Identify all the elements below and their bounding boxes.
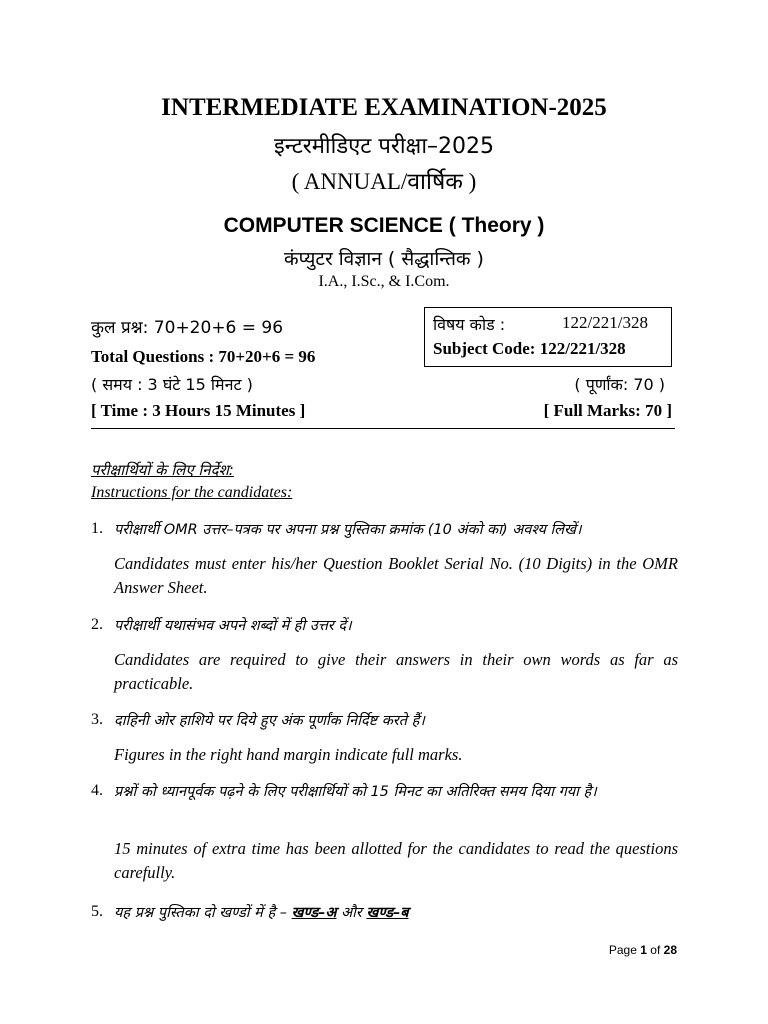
time-hindi: ( समय : 3 घंटे 15 मिनट ) [91,375,253,394]
instruction-english: Candidates must enter his/her Question Booklet Serial No. (10 Digits) in the OMR Answer Sheet. [114,554,678,597]
exam-title-hindi: इन्टरमीडिएट परीक्षा–2025 [273,134,495,159]
total-pages: 28 [663,943,677,957]
exam-title-english: INTERMEDIATE EXAMINATION-2025 [161,94,607,121]
header-divider [91,428,675,429]
instruction-hindi: परीक्षार्थी OMR उत्तर–पत्रक पर अपना प्रश्न पुस्तिका क्रमांक (10 अंको का) अवश्य लिखें। [114,522,582,538]
page-word: Page [608,943,637,957]
total-questions-english: Total Questions : 70+20+6 = 96 [91,347,316,366]
exam-session: ( ANNUAL/वार्षिक ) [291,169,477,194]
instruction-number: 5. [91,903,103,920]
instructions-heading-hindi: परीक्षार्थियों के लिए निर्देश: [91,461,234,479]
time-english: [ Time : 3 Hours 15 Minutes ] [91,401,306,420]
instruction-number: 3. [91,711,103,728]
subject-code-value-hindi: 122/221/328 [562,313,648,332]
instruction-english: Figures in the right hand margin indicate full marks. [114,745,463,764]
section-a-label: खण्ड–अ [291,905,337,921]
streams-line: I.A., I.Sc., & I.Com. [318,273,450,290]
subject-code-label-hindi: विषय कोड : [433,315,506,334]
instruction-english: Candidates are required to give their answers in their own words as far as practicable. [114,650,678,693]
current-page: 1 [640,943,647,957]
instruction-english: 15 minutes of extra time has been allotted for the candidates to read the questions carefully. [114,839,678,882]
instruction-hindi: प्रश्नों को ध्यानपूर्वक पढ़ने के लिए परीक्षार्थियों को 15 मिनट का अतिरिक्त समय दिया गया है। [114,784,597,800]
full-marks-english: [ Full Marks: 70 ] [543,401,672,420]
page-number [609,943,677,957]
subject-code-hindi [433,313,648,335]
instruction-hindi: परीक्षार्थी यथासंभव अपने शब्दों में ही उत्तर दें। [114,618,352,634]
instructions-heading-english: Instructions for the candidates: [91,484,293,501]
total-questions-hindi: कुल प्रश्न: 70+20+6 = 96 [91,318,284,338]
subject-code-english: Subject Code: 122/221/328 [433,339,626,358]
subject-code-box [424,307,672,367]
subject-title-english: COMPUTER SCIENCE ( Theory ) [223,214,545,237]
booklet-sections-text: यह प्रश्न पुस्तिका दो खण्डों में है – [114,905,288,921]
section-b-label: खण्ड–ब [366,905,409,921]
of-word: of [650,943,661,957]
instruction-number: 1. [91,520,103,537]
subject-title-hindi: कंप्युटर विज्ञान ( सैद्धान्तिक ) [284,248,484,270]
instruction-number: 4. [91,782,103,799]
instruction-hindi [114,902,680,924]
full-marks-hindi: ( पूर्णांक: 70 ) [574,375,665,394]
instruction-hindi: दाहिनी ओर हाशिये पर दिये हुए अंक पूर्णांक निर्दिष्ट करते हैं। [114,713,425,729]
and-word: और [341,905,362,921]
instruction-number: 2. [91,616,103,633]
